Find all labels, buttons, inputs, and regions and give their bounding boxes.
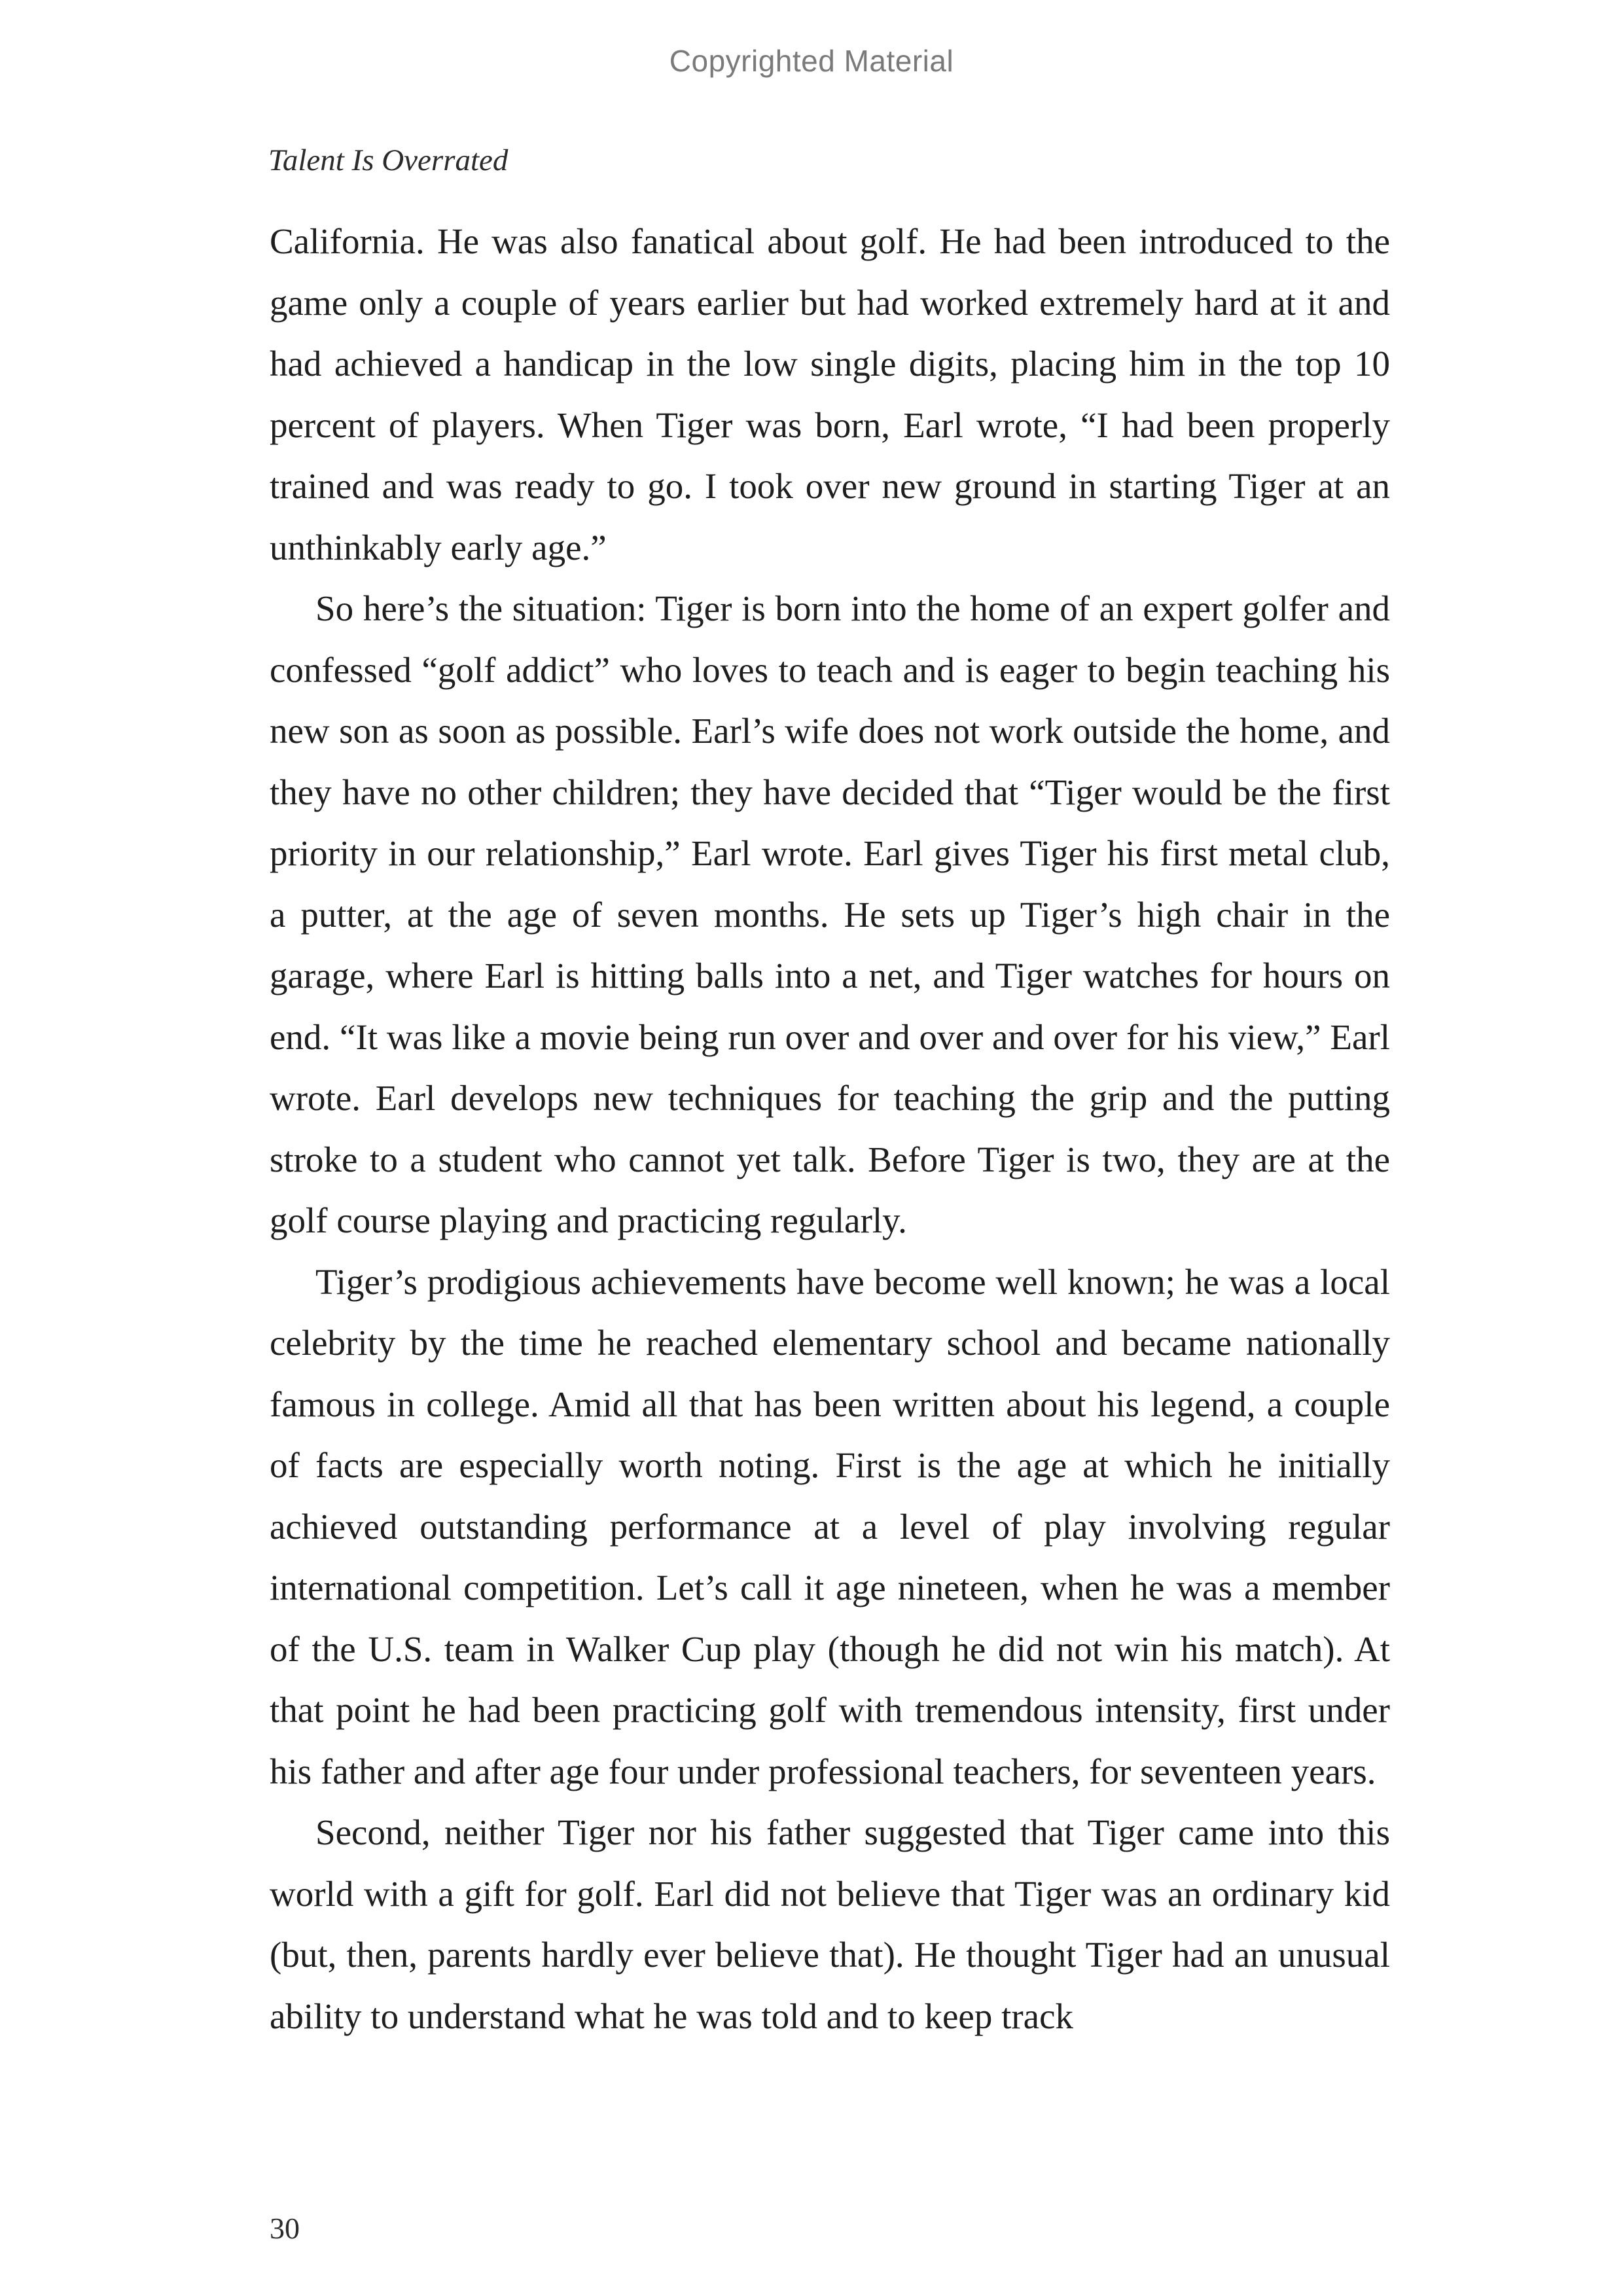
paragraph-2: So here’s the situation: Tiger is born into the home of an expert golfer and confessed “golf addict” who loves to teach and is eager to begin teaching his new son as soon as possible. Earl’s wife does not work outside the home, and they have no other children; they have decided that “Tiger would be the first priority in our relationship,” Earl wrote. Earl gives Tiger his first metal club, a putter, at the age of seven months. He sets up Tiger’s high chair in the garage, where Earl is hitting balls into a net, and Tiger watches for hours on end. “It was like a movie being run over and over and over for his view,” Earl wrote. Earl develops new techniques for teaching the grip and the putting stroke to a student who cannot yet talk. Before Tiger is two, they are at the golf course playing and practicing regularly. xyxy=(270,588,1390,1240)
paragraph-3: Tiger’s prodigious achievements have become well known; he was a local celebrity by the time he reached elementary school and became nationally famous in college. Amid all that has been written about his legend, a couple of facts are especially worth noting. First is the age at which he initially achieved outstanding performance at a level of play involving regular international competition. Let’s call it age nineteen, when he was a member of the U.S. team in Walker Cup play (though he did not win his match). At that point he had been practicing golf with tremendous intensity, first under his father and after age four under professional teachers, for seventeen years. xyxy=(270,1261,1390,1791)
paragraph-4: Second, neither Tiger nor his father suggested that Tiger came into this world with a gift for golf. Earl did not believe that Tiger was an ordinary kid (but, then, parents hardly ever believe that). He thought Tiger had an unusual ability to understand what he was told and to keep track xyxy=(270,1812,1390,2036)
body-text xyxy=(270,211,1390,2047)
page-number: 30 xyxy=(270,2212,300,2245)
running-head: Talent Is Overrated xyxy=(268,143,508,177)
paragraph-1: California. He was also fanatical about golf. He had been introduced to the game only a couple of years earlier but had worked extremely hard at it and had achieved a handicap in the low single digits, placing him in the top 10 percent of players. When Tiger was born, Earl wrote, “I had been properly trained and was ready to go. I took over new ground in starting Tiger at an unthinkably early age.” xyxy=(270,221,1390,567)
copyright-watermark: Copyrighted Material xyxy=(669,44,954,78)
